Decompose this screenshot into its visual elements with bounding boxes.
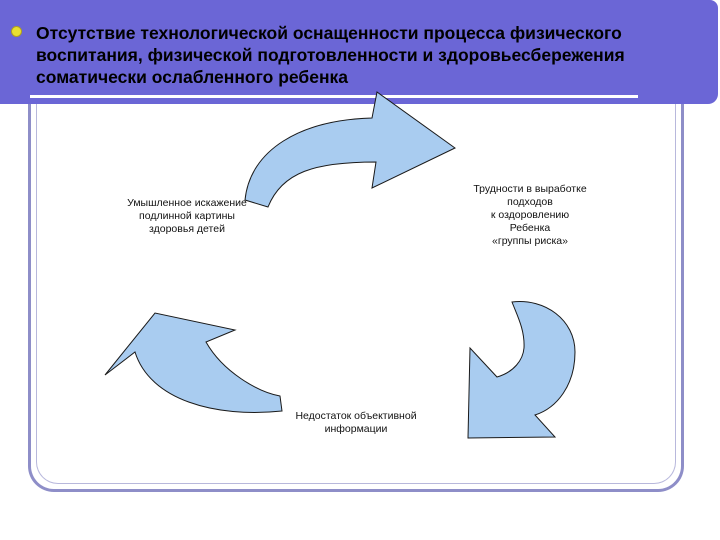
slide-title: Отсутствие технологической оснащенности процесса физического воспитания, физической подготовленности и здоровьесбережения соматически ослабленного ребенка xyxy=(36,23,625,87)
cycle-arrow-left xyxy=(105,313,282,412)
cycle-node-lack-info: Недостаток объективной информации xyxy=(295,410,417,435)
cycle-arrow-top xyxy=(245,92,455,207)
cycle-node-distortion: Умышленное искажение подлинной картины здоровья детей xyxy=(127,197,247,235)
cycle-arrow-right xyxy=(468,302,575,438)
cycle-node-difficulty: Трудности в выработке подходов к оздоровлению Ребенка «группы риска» xyxy=(473,183,587,247)
